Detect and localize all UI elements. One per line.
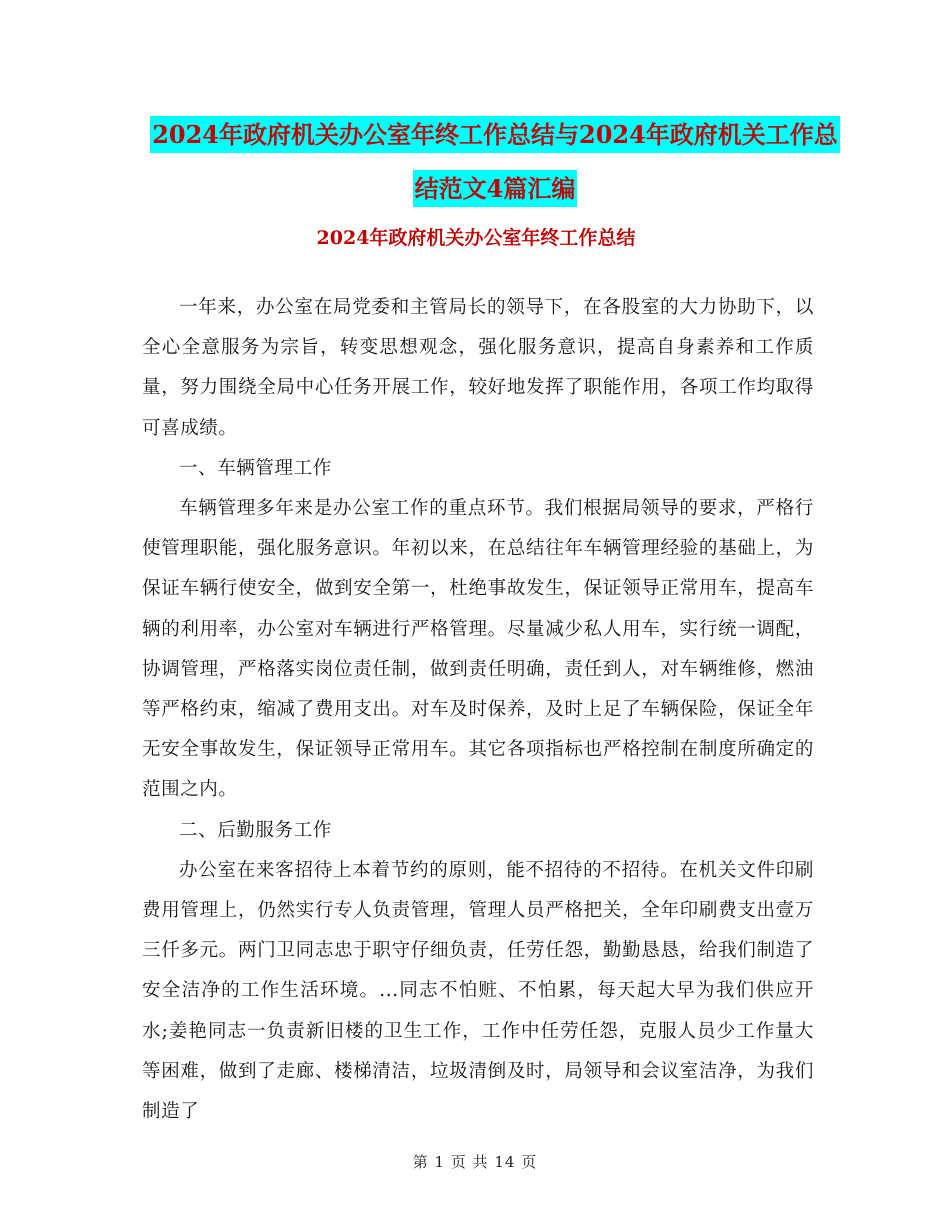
footer-prefix: 第 (412, 1153, 429, 1171)
page-footer (0, 1150, 950, 1174)
logistics-paragraph: 办公室在来客招待上本着节约的原则，能不招待的不招待。在机关文件印刷费用管理上，仍然实行专人负责管理，管理人员严格把关，全年印刷费支出壹万三仟多元。两门卫同志忠于职守仔细负责，任劳任怨，勤勤恳恳，给我们制造了安全洁净的工作生活环境。...同志不怕赃、不怕累，每天起大早为我们供应开水;姜艳同志一负责新旧楼的卫生工作，工作中任劳任怨，克服人员少工作量大等困难，做到了走廊、楼梯清洁，垃圾清倒及时，局领导和会议室洁净，为我们制造了 (142, 859, 814, 1123)
footer-mid: 页 共 (450, 1153, 489, 1171)
section-heading-logistics: 二、后勤服务工作 (179, 819, 332, 841)
document-title-text: 2024年政府机关办公室年终工作总结与2024年政府机关工作总结范文4篇汇编 (150, 116, 840, 207)
section-heading-vehicle: 一、车辆管理工作 (179, 457, 332, 479)
page-number: 1 (434, 1153, 446, 1171)
footer-suffix: 页 (521, 1153, 538, 1171)
section-title: 2024年政府机关办公室年终工作总结 (316, 227, 636, 249)
document-title (140, 108, 850, 216)
document-body (142, 288, 814, 1132)
vehicle-paragraph: 车辆管理多年来是办公室工作的重点环节。我们根据局领导的要求，严格行使管理职能，强化服务意识。年初以来，在总结往年车辆管理经验的基础上，为保证车辆行使安全，做到安全第一，杜绝事故发生，保证领导正常用车，提高车辆的利用率，办公室对车辆进行严格管理。尽量减少私人用车，实行统一调配，协调管理，严格落实岗位责任制，做到责任明确，责任到人，对车辆维修，燃油等严格约束，缩减了费用支出。对车及时保养，及时上足了车辆保险，保证全年无安全事故发生，保证领导正常用车。其它各项指标也严格控制在制度所确定的范围之内。 (142, 498, 814, 801)
total-pages: 14 (494, 1153, 516, 1171)
intro-paragraph: 一年来，办公室在局党委和主管局长的领导下，在各股室的大力协助下，以全心全意服务为宗旨，转变思想观念，强化服务意识，提高自身素养和工作质量，努力围绕全局中心任务开展工作，较好地发挥了职能作用，各项工作均取得可喜成绩。 (142, 297, 814, 439)
